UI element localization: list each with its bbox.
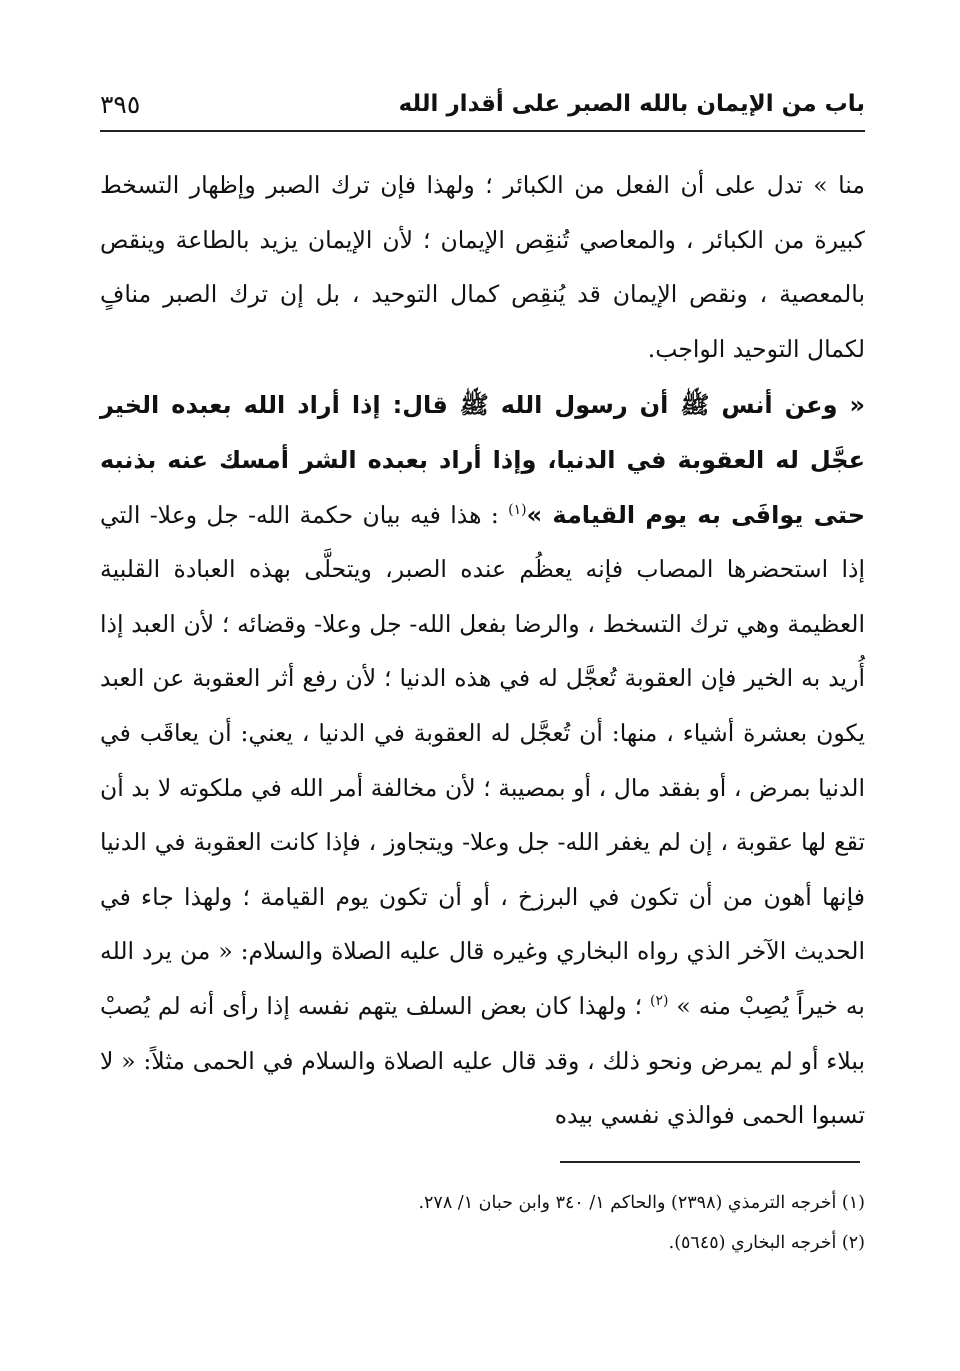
footnote: (١) أخرجه الترمذي (٢٣٩٨) والحاكم ١/ ٣٤٠ وابن حبان ١/ ٢٧٨. — [418, 1193, 865, 1213]
paragraph: منا » تدل على أن الفعل من الكبائر ؛ ولهذا فإن ترك الصبر وإظهار التسخط كبيرة من الكبائر ، والمعاصي تُنقِص الإيمان ؛ لأن الإيمان يزيد بالطاعة وينقص بالمعصية ، ونقص الإيمان قد يُنقِص كمال التوحيد ، بل إن ترك الصبر منافٍ لكمال التوحيد الواجب. — [100, 171, 865, 363]
chapter-title: باب من الإيمان بالله الصبر على أقدار الله — [398, 91, 865, 117]
footnote: (٢) أخرجه البخاري (٥٦٤٥). — [668, 1233, 865, 1253]
footnotes — [100, 1183, 865, 1263]
hadith-quote: « وعن أنس ﷺ أن رسول الله ﷺ قال: إذا أراد الله بعبده الخير عجَّل له العقوبة في الدنيا، وإذا أراد بعبده الشر أمسك عنه بذنبه حتى يوافَى به يوم القيامة » — [100, 391, 865, 529]
footnote-ref: (١) — [508, 501, 527, 518]
commentary-text: ؛ ولهذا كان بعض السلف يتهم نفسه إذا رأى أنه لم يُصبْ ببلاء أو لم يمرض ونحو ذلك ، وقد قال عليه الصلاة والسلام في الحمى مثلاً: « لا تسبوا الحمى فوالذي نفسي بيده — [100, 991, 865, 1130]
commentary-text: : هذا فيه بيان حكمة الله- جل وعلا- التي إذا استحضرها المصاب فإنه يعظُم عنده الصبر، ويتحلَّى بهذه العبادة القلبية العظيمة وهي ترك التسخط ، والرضا بفعل الله- جل وعلا- وقضائه ؛ لأن العبد إذا أُريد به الخير فإن العقوبة تُعجَّل له في هذه الدنيا ؛ لأن رفع أثر العقوبة عن العبد يكون بعشرة أشياء ، منها: أن تُعجَّل له العقوبة في الدنيا ، يعني: أن يعاقَب في الدنيا بمرض ، أو بفقد مال ، أو بمصيبة ؛ لأن مخالفة أمر الله في ملكوته لا بد أن تقع لها عقوبة ، إن لم يغفر الله- جل وعلا- ويتجاوز ، فإذا كانت العقوبة في الدنيا فإنها أهون من أن تكون في البرزخ ، أو أن تكون يوم القيامة ؛ ولهذا جاء في الحديث الآخر الذي رواه البخاري وغيره قال عليه الصلاة والسلام: « من يرد الله به خيراً يُصِبْ منه » — [100, 500, 865, 1020]
main-text — [100, 158, 865, 1143]
footnote-divider — [560, 1161, 860, 1163]
page-number: ٣٩٥ — [100, 89, 141, 119]
paragraph — [100, 378, 865, 1142]
footnote-ref: (٢) — [650, 993, 669, 1010]
page-header — [100, 78, 865, 132]
